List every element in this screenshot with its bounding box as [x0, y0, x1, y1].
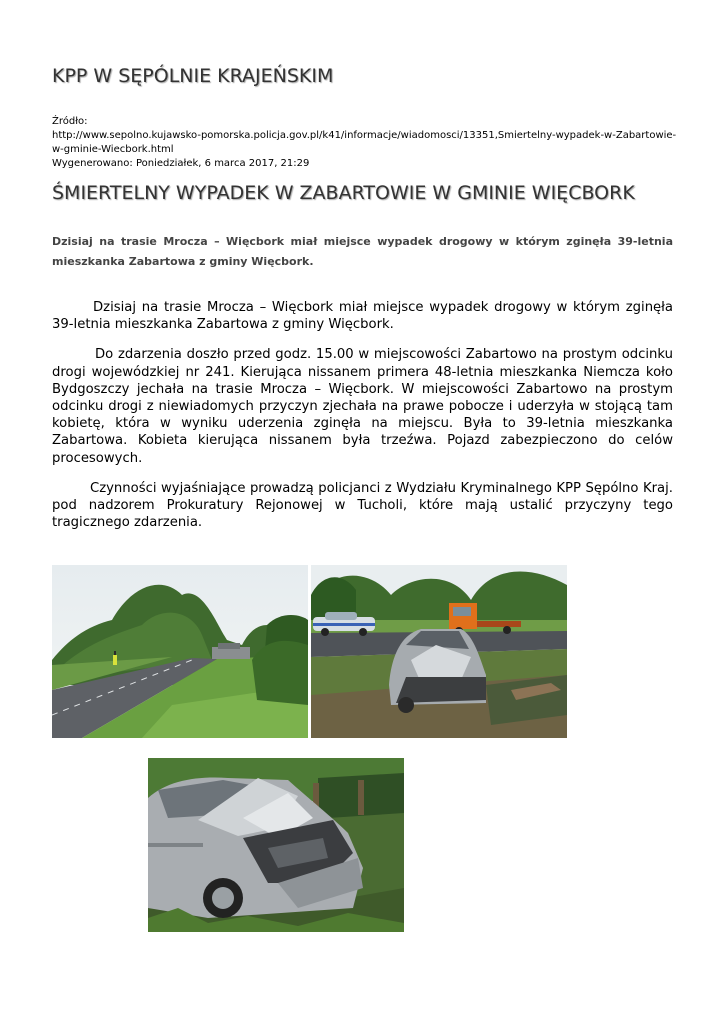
article-title: ŚMIERTELNY WYPADEK W ZABARTOWIE W GMINIE WIĘCBORK: [52, 182, 635, 204]
accident-scene-photo-closeup: [148, 758, 404, 932]
accident-scene-photo-road: [52, 565, 308, 738]
article-paragraph: Dzisiaj na trasie Mrocza – Więcbork miał miejsce wypadek drogowy w którym zginęła 39-letnia mieszkanka Zabartowa z gminy Więcbork.: [52, 300, 673, 333]
generated-date: Wygenerowano: Poniedziałek, 6 marca 2017, 21:29: [52, 158, 310, 169]
org-title: KPP W SĘPÓLNIE KRAJEŃSKIM: [52, 65, 334, 87]
source-url-line2[interactable]: w-gminie-Wiecbork.html: [52, 144, 174, 155]
wreck-closeup-image: [148, 758, 404, 932]
article-paragraph: Czynności wyjaśniające prowadzą policjanci z Wydziału Kryminalnego KPP Sępólno Kraj. pod nadzorem Prokuratury Rejonowej w Tucholi, które mają ustalić przyczyny tego tragicznego zdarzenia.: [52, 480, 673, 531]
road-scene-image: [52, 565, 308, 738]
wreck-scene-image: [311, 565, 567, 738]
source-url-line1[interactable]: http://www.sepolno.kujawsko-pomorska.policja.gov.pl/k41/informacje/wiadomosci/13351,Smiertelny-wypadek-w-Zabartowie-: [52, 130, 677, 141]
accident-scene-photo-wreck: [311, 565, 567, 738]
article-body: [52, 299, 673, 544]
source-meta: [52, 115, 677, 171]
article-lead: Dzisiaj na trasie Mrocza – Więcbork miał miejsce wypadek drogowy w którym zginęła 39-letnia mieszkanka Zabartowa z gminy Więcbork.: [52, 235, 673, 268]
source-label: Źródło:: [52, 116, 88, 127]
article-paragraph: Do zdarzenia doszło przed godz. 15.00 w miejscowości Zabartowo na prostym odcinku drogi wojewódzkiej nr 241. Kierująca nissanem primera 48-letnia mieszkanka Niemcza koło Bydgoszczy jechała na trasie Mrocza – Więcbork. W miejscowości Zabartowo na prostym odcinku drogi z niewiadomych przyczyn zjechała na prawe pobocze i uderzyła w stojącą tam kobietę, która w wyniku uderzenia zginęła na miejscu. Była to 39-letnia mieszkanka Zabartowa. Kobieta kierująca nissanem była trzeźwa. Pojazd zabezpieczono do celów procesowych.: [52, 347, 673, 466]
